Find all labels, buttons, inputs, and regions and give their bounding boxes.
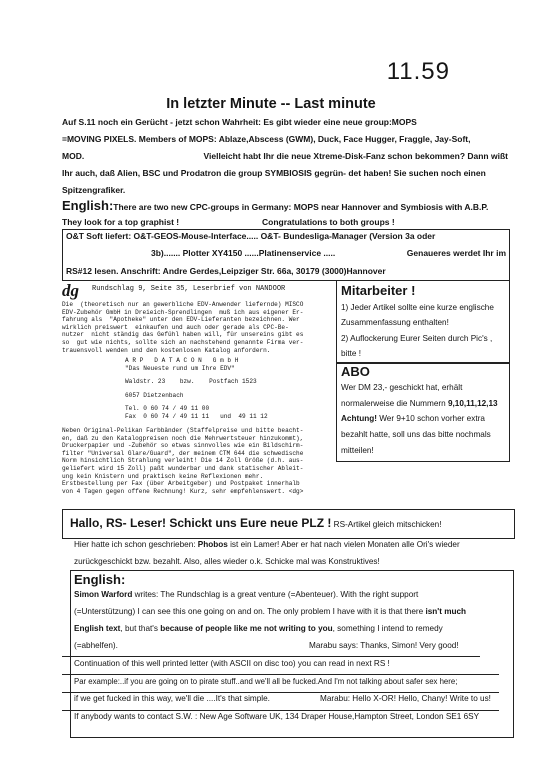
english-letter-line-3d: , something I intend to remedy [332, 624, 443, 633]
german-news-line-2: =MOVING PIXELS. Members of MOPS: Ablaze,Abscess (GWM), Duck, Face Hugger, Fraggle, Jay-Soft, [62, 134, 471, 144]
abo-issue-numbers: 9,10,11,12,13 [447, 399, 498, 408]
plz-note: RS-Artikel gleich mitschicken! [331, 520, 442, 529]
german-news-line-4: Ihr auch, daß Alien, BSC und Prodatron die group SYMBIOSIS gegrün- det haben! Sie suchen noch einen [62, 168, 486, 178]
german-news-line-3 [62, 148, 508, 165]
english-letter-line-5: Continuation of this well printed letter (with ASCII on disc too) you can read in next RS ! [74, 659, 390, 668]
abo-attention: Achtung! [341, 414, 377, 423]
company-street: Waldstr. 23 bzw. Postfach 1523 [125, 378, 257, 385]
plz-text-1a: Hier hatte ich schon geschrieben: [74, 540, 198, 549]
oet-ad-line-3: RS#12 lesen. Anschrift: Andre Gerdes,Leipziger Str. 66a, 30179 (3000)Hannover [66, 266, 386, 276]
company-slogan: "Das Neueste rund um Ihre EDV" [125, 365, 235, 372]
english-news-line-2-left: They look for a top graphist ! [62, 217, 180, 227]
oet-ad-line-2-left: 3b)....... Plotter XY4150 ......Platinenservice ..... [151, 248, 336, 258]
plz-headline-row [70, 516, 442, 530]
english-letter-line-7b: Marabu: Hello X-OR! Hello, Chany! Write to us! [320, 694, 491, 703]
oet-ad-line-2 [66, 245, 506, 262]
dg-logo: dg [62, 281, 79, 300]
mitarbeiter-item-2b: bitte ! [341, 349, 362, 358]
mitarbeiter-item-1a: 1) Jeder Artikel sollte eine kurze englische [341, 303, 494, 312]
mitarbeiter-item-1b: Zusammenfassung enthalten! [341, 318, 449, 327]
plz-text-2: zurückgeschickt bzw. bezahlt. Also, alles wieder o.k. Schicke mal was Konstruktives! [74, 557, 380, 566]
company-name: A R P D A T A C O N G m b H [125, 357, 239, 364]
english-label: English: [62, 198, 114, 213]
english-letter-line-3 [74, 620, 509, 637]
english-letter-line-2 [74, 603, 509, 620]
abo-line-2 [341, 396, 498, 412]
plz-text-1 [74, 536, 509, 553]
letter-paragraph-1: Die (theoretisch nur an gewerbliche EDV-Anwender liefernde) MISCO EDV-Zubehör GmbH in Dreieich-Sprendlingen muß ich aus eigener Er- fahrung als "Apotheke" unter den EDV-Lieferanten bezeichnen. Wer wirklich preiswert einkaufen und auch oder gerade als CPC-Be- nutzer nicht ständig das Gefühl haben will, für unsereins gibt es so gut wie nichts, sollte sich an nachstehend genannte Firma ver- trauensvoll wenden und den kostenlosen Katalog anfordern. [62, 301, 304, 354]
english-letter-line-1b: writes: The Rundschlag is a great venture (=Abenteuer). With the right support [132, 590, 419, 599]
letter-paragraph-2: Neben Original-Pelikan Farbbänder (Staffelpreise und bitte beacht- en, daß zu den Katalogpreisen noch die Mehrwertsteuer hinzukommt), Druckerpapier und -Zubehör so etwas sinnvolles wie ein Bildschirm- filter "Universal Glare/Guard", der meinem CTM 644 die schwedische Norm hinsichtlich Strahlung verleiht! Die 14 Zoll Größe (d.h. aus- geliefert wird 15 Zoll) paßt wunderbar und dank statischer Ableit- ung kein Knistern und praktisch keine Reflexionen mehr. Erstbestellung per Fax (über Arbeitgeber) und Postpaket innerhalb von 4 Tagen gegen offene Rechnung! Kurz, sehr empfehlenswert. <dg> [62, 427, 304, 495]
abo-line-1: Wer DM 23,- geschickt hat, erhält [341, 383, 463, 392]
company-tel: Tel. 0 60 74 / 49 11 00 [125, 405, 210, 412]
english-letter-line-3a: English text [74, 624, 121, 633]
english-news-text: There are two new CPC-groups in Germany: MOPS near Hannover and Symbiosis with A.B.P. [113, 202, 489, 212]
plz-phobos: Phobos [197, 540, 228, 549]
english-letter-line-4b: Marabu says: Thanks, Simon! Very good! [309, 641, 459, 650]
abo-line-4: bezahlt hatte, soll uns das bitte nochmals [341, 430, 491, 439]
oet-ad-line-1: O&T Soft liefert: O&T-GEOS-Mouse-Interface..... O&T- Bundesliga-Manager (Version 3a oder [66, 231, 436, 241]
english-letter-line-2a: (=Unterstützung) I can see this one going on and on. The only problem I have with it is that there [74, 607, 426, 616]
abo-line-5: mitteilen! [341, 446, 374, 455]
english-letter-line-4 [74, 637, 509, 654]
page-number: 11.59 [386, 58, 450, 85]
abo-line-3 [341, 411, 485, 427]
mitarbeiter-title: Mitarbeiter ! [341, 283, 416, 298]
abo-line-3b: Wer 9+10 schon vorher extra [376, 414, 485, 423]
plz-text-1c: ist ein Lamer! Aber er hat nach vielen Monaten alle Ori's wieder [227, 540, 460, 549]
simon-warford: Simon Warford [74, 590, 133, 599]
german-news-line-3-right: Vielleicht habt Ihr die neue Xtreme-Disk-Fanz schon bekommen? Dann wißt [203, 151, 508, 161]
mitarbeiter-item-2a: 2) Auflockerung Eurer Seiten durch Pic's , [341, 334, 493, 343]
english-letter-line-4a: (=abhelfen). [74, 641, 118, 650]
english-letter-line-7a: if we get fucked in this way, we'll die ....It's that simple. [74, 694, 270, 703]
english-letter-line-6: Par example:..if you are going on to pirate stuff..and we'll all be fucked.And I'm not talking about safer sex here; [74, 677, 458, 686]
company-city: 6057 Dietzenbach [125, 392, 184, 399]
letter-header: Rundschlag 9, Seite 35, Leserbrief von NANDOOR [92, 285, 286, 293]
german-news-line-3-left: MOD. [62, 151, 85, 161]
plz-headline: Hallo, RS- Leser! Schickt uns Eure neue PLZ ! [70, 516, 332, 530]
english-news-line-2-right: Congratulations to both groups ! [262, 217, 395, 227]
german-news-line-5: Spitzengrafiker. [62, 185, 126, 195]
english-letter-line-3c: because of people like me not writing to you [160, 624, 333, 633]
english-letter-line-2b: isn't much [425, 607, 467, 616]
english-letter-label: English: [74, 572, 126, 587]
headline: In letzter Minute -- Last minute [166, 96, 376, 112]
english-letter-line-1 [74, 586, 509, 603]
german-news-line-1: Auf S.11 noch ein Gerücht - jetzt schon Wahrheit: Es gibt wieder eine neue group:MOPS [62, 117, 417, 127]
english-letter-line-7 [74, 690, 509, 707]
abo-title: ABO [341, 364, 370, 379]
english-letter-line-8: If anybody wants to contact S.W. : New Age Software UK, 134 Draper House,Hampton Street, London SE1 6SY [74, 712, 480, 721]
abo-line-2a: normalerweise die Nummern [341, 399, 448, 408]
english-letter-line-3b: , but that's [120, 624, 161, 633]
oet-ad-line-2-right: Genaueres werdet Ihr im [406, 248, 506, 258]
company-fax: Fax 0 60 74 / 49 11 11 und 49 11 12 [125, 413, 268, 420]
